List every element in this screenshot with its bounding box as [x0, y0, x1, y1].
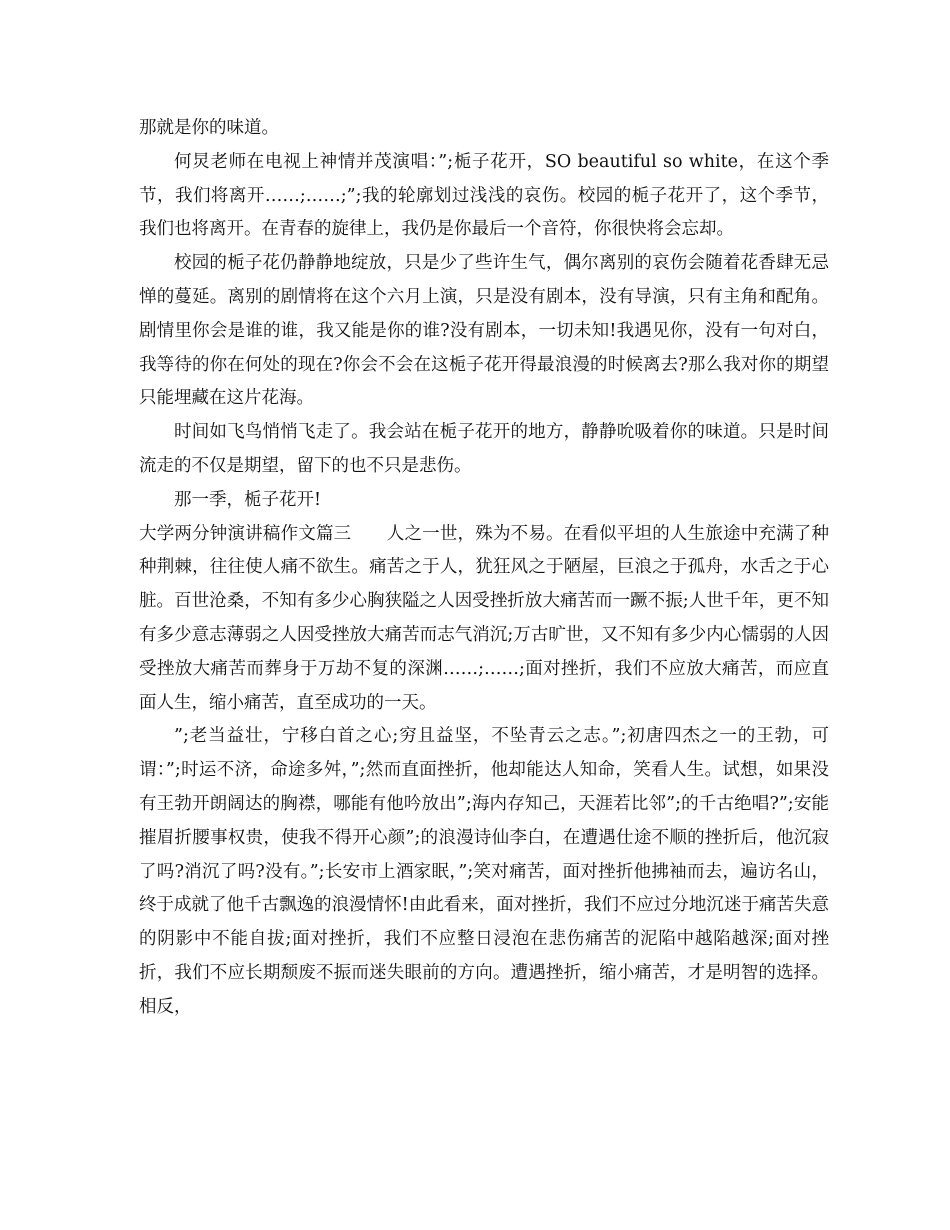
paragraph-2: 何炅老师在电视上神情并茂演唱：”;栀子花开，SO beautiful so white，在这个季节，我们将离开……;……;”;我的轮廓划过浅浅的哀伤。校园的栀子花开了，这个季节，我们也将离开。在青春的旋律上，我仍是你最后一个音符，你很快将会忘却。 — [139, 151, 829, 240]
paragraph-7: ”;老当益壮，宁移白首之心;穷且益坚，不坠青云之志。”;初唐四杰之一的王勃，可谓：”;时运不济，命途多舛，”;然而直面挫折，他却能达人知命，笑看人生。试想，如果没有王勃开朗阔达的胸襟，哪能有他吟放出”;海内存知己，天涯若比邻”;的千古绝唱?”;安能摧眉折腰事权贵，使我不得开心颜”;的浪漫诗仙李白，在遭遇仕途不顺的挫折后，他沉寂了吗?消沉了吗?没有。”;长安市上酒家眠，”;笑对痛苦，面对挫折他拂袖而去，遍访名山，终于成就了他千古飘逸的浪漫情怀!由此看来，面对挫折，我们不应过分地沉迷于痛苦失意的阴影中不能自拔;面对挫折，我们不应整日浸泡在悲伤痛苦的泥陷中越陷越深;面对挫折，我们不应长期颓废不振而迷失眼前的方向。遭遇挫折，缩小痛苦，才是明智的选择。相反， — [139, 726, 829, 1017]
paragraph-5: 那一季，栀子花开! — [174, 489, 322, 510]
paragraph-4: 时间如飞鸟悄悄飞走了。我会站在栀子花开的地方，静静吮吸着你的味道。只是时间流走的不仅是期望，留下的也不只是悲伤。 — [139, 422, 829, 476]
paragraph-3: 校园的栀子花仍静静地绽放，只是少了些许生气，偶尔离别的哀伤会随着花香肆无忌惮的蔓延。离别的剧情将在这个六月上演，只是没有剧本，没有导演，只有主角和配角。剧情里你会是谁的谁，我又能是你的谁?没有剧本，一切未知!我遇见你，没有一句对白，我等待的你在何处的现在?你会不会在这栀子花开得最浪漫的时候离去?那么我对你的期望只能埋藏在这片花海。 — [139, 253, 829, 409]
paragraph-1: 那就是你的味道。 — [139, 118, 279, 138]
paragraph-6-section-heading: 大学两分钟演讲稿作文篇三 人之一世，殊为不易。在看似平坦的人生旅途中充满了种种荆棘，往往使人痛不欲生。痛苦之于人，犹狂风之于陋屋，巨浪之于孤舟，水舌之于心脏。百世沧桑，不知有多少心胸狭隘之人因受挫折放大痛苦而一蹶不振;人世千年，更不知有多少意志薄弱之人因受挫放大痛苦而志气消沉;万古旷世，又不知有多少内心懦弱的人因受挫放大痛苦而葬身于万劫不复的深渊……;……;面对挫折，我们不应放大痛苦，而应直面人生，缩小痛苦，直至成功的一天。 — [139, 523, 829, 713]
document-body — [139, 112, 829, 1025]
